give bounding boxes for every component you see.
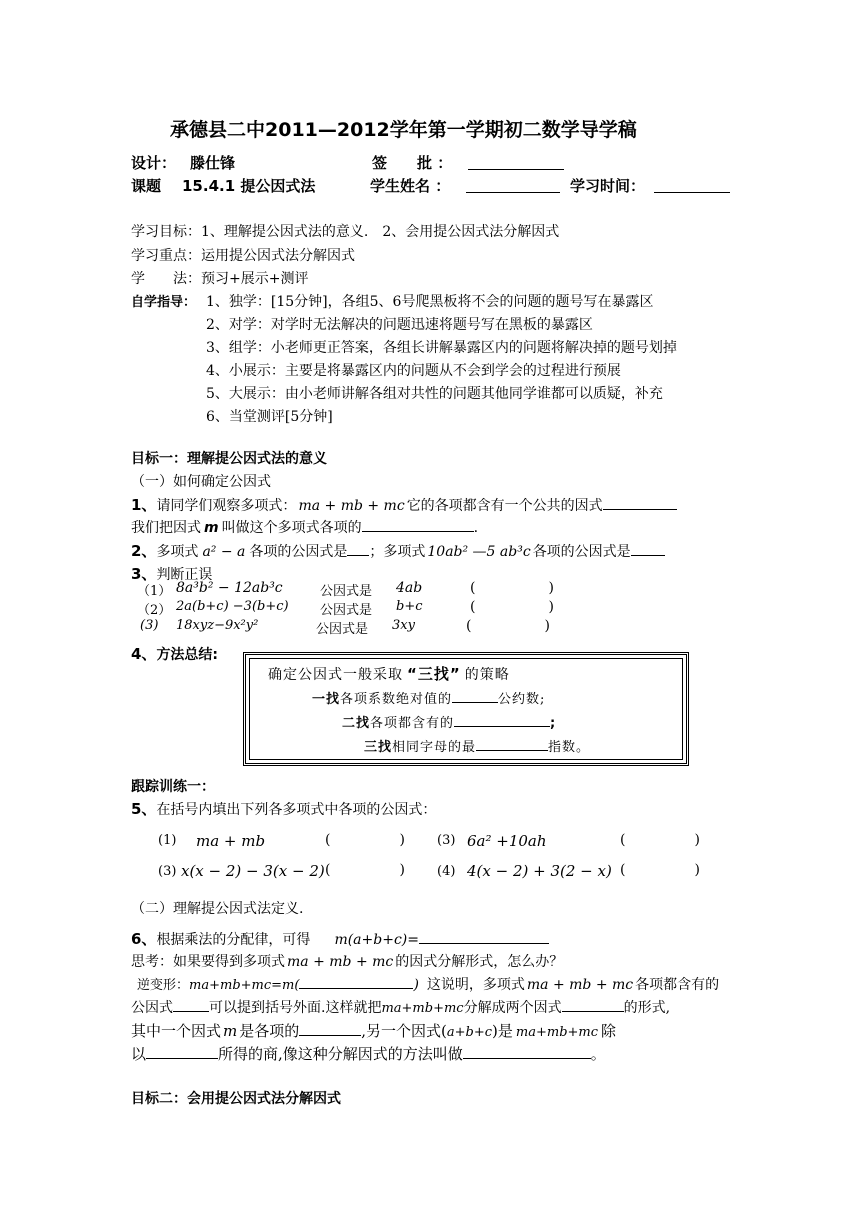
topic-text: 15.4.1 提公因式法 [182,177,316,195]
guide-item: 4、小展示：主要是将暴露区内的问题从不会到学会的过程进行预展 [206,363,621,379]
goal1-heading: 目标一：理解提公因式法的意义 [131,451,327,467]
item-bracket[interactable]: ( ) [620,862,700,878]
answer-blank[interactable] [476,736,548,751]
answer-blank[interactable] [562,997,624,1012]
judge-bracket[interactable]: ( ) [470,580,554,596]
question-3: 3、判断正误 [131,565,213,583]
item-index: (1) [158,833,177,848]
definition-line-1: 公因式 可以提到括号外面.这样就把ma+mb+mc分解成两个因式 的形式, [131,997,670,1017]
judge-label: 公因式是 [320,603,373,618]
answer-blank[interactable] [299,1021,361,1036]
answer-blank[interactable] [603,495,677,510]
definition-line-2: 其中一个因式 m 是各项的 ,另一个因式(a+b+c)是 ma+mb+mc 除 [131,1022,617,1040]
judge-bracket[interactable]: ( ) [470,599,554,615]
item-expression: 6a² +10ah [467,832,547,850]
answer-blank[interactable] [362,517,474,532]
judge-index: （2） [137,603,172,618]
guide-item: 2、对学：对学时无法解决的问题迅速将题号写在黑板的暴露区 [206,317,593,333]
design-label: 设计： [131,154,177,172]
think-line: 思考：如果要得到多项式 ma + mb + mc 的因式分解形式，怎么办？ [131,954,564,970]
study-time-field[interactable] [654,175,730,193]
topic-label: 课题 [131,177,162,195]
learning-focus: 学习重点：运用提公因式法分解因式 [131,248,355,264]
guide-item: 1、独学：[15分钟]，各组5、6号爬黑板将不会的问题的题号写在暴露区 [206,294,654,310]
answer-blank[interactable] [419,929,549,944]
question-2: 2、多项式 a² − a 各项的公因式是 ；多项式 10ab² —5 ab³c 各项的公因式是 [131,540,665,561]
judge-answer: b+c [396,599,423,614]
question-4: 4、方法总结: [131,645,219,663]
judge-expression: 2a(b+c) −3(b+c) [176,599,289,614]
designer-name: 滕仕锋 [190,154,236,172]
item-index: (4) [437,864,456,879]
guide-label: 自学指导： [131,295,197,310]
judge-expression: 18xyz−9x²y² [176,618,259,633]
item-bracket[interactable]: ( ) [325,862,405,878]
page-title: 承德县二中2011—2012学年第一学期初二数学导学稿 [170,119,637,141]
answer-blank[interactable] [452,688,498,703]
item-bracket[interactable]: ( ) [325,832,405,848]
item-index: (3) [158,864,177,879]
approve-label: 签 批 ： [372,154,453,172]
item-index: (3) [437,833,456,848]
item-bracket[interactable]: ( ) [620,832,700,848]
answer-blank[interactable] [173,997,209,1012]
answer-blank[interactable] [347,541,369,556]
learning-method: 学 法：预习+展示+测评 [131,271,309,287]
definition-line-3: 以 所得的商,像这种分解因式的方法叫做 。 [131,1045,606,1063]
student-name-field[interactable] [466,175,560,193]
judge-index: （1） [137,584,172,599]
learning-goal: 学习目标：1、理解提公因式法的意义. 2、会用提公因式法分解因式 [131,224,560,240]
training1-heading: 跟踪训练一： [131,779,215,795]
judge-label: 公因式是 [320,584,373,599]
judge-expression: 8a³b² − 12ab³c [176,580,283,596]
question-1: 1、请同学们观察多项式： ma + mb + mc 它的各项都含有一个公共的因式 [131,494,677,515]
guide-item: 5、大展示：由小老师讲解各组对共性的问题其他同学谁都可以质疑，补充 [206,386,663,402]
subsection-1: （一）如何确定公因式 [131,474,271,490]
question-5: 5、在括号内填出下列各多项式中各项的公因式： [131,800,437,818]
reverse-line: 逆变形：ma+mb+mc=m( ) 这说明，多项式 ma + mb + mc 各项都含有的 [137,974,719,994]
method-summary-box: 确定公因式一般采取 “三找” 的策略 一找各项系数绝对值的 公约数; 二找各项都含有的 ; 三找相同字母的最 指数。 [243,652,689,766]
approve-field[interactable] [468,152,564,170]
answer-blank[interactable] [463,1044,591,1059]
judge-bracket[interactable]: ( ) [466,618,550,634]
subsection-2: （二）理解提公因式法定义. [131,901,304,917]
judge-answer: 3xy [392,618,415,633]
judge-index: (3) [140,618,159,633]
goal2-heading: 目标二：会用提公因式法分解因式 [131,1091,341,1107]
question-1-line2: 我们把因式 m 叫做这个多项式各项的 . [131,517,478,537]
item-expression: ma + mb [196,832,266,850]
item-expression: 4(x − 2) + 3(2 − x) [467,862,612,880]
study-time-label: 学习时间： [570,177,646,195]
guide-item: 6、当堂测评[5分钟] [206,409,333,425]
student-name-label: 学生姓名 ： [370,177,451,195]
answer-blank[interactable] [299,974,413,989]
guide-item: 3、组学：小老师更正答案，各组长讲解暴露区内的问题将解决掉的题号划掉 [206,340,677,356]
answer-blank[interactable] [454,712,550,727]
answer-blank[interactable] [146,1044,218,1059]
answer-blank[interactable] [631,541,665,556]
question-6: 6、根据乘法的分配律，可得 m(a+b+c)= [131,928,549,949]
item-expression: x(x − 2) − 3(x − 2) [181,862,325,880]
judge-label: 公因式是 [316,622,369,637]
judge-answer: 4ab [396,580,423,596]
